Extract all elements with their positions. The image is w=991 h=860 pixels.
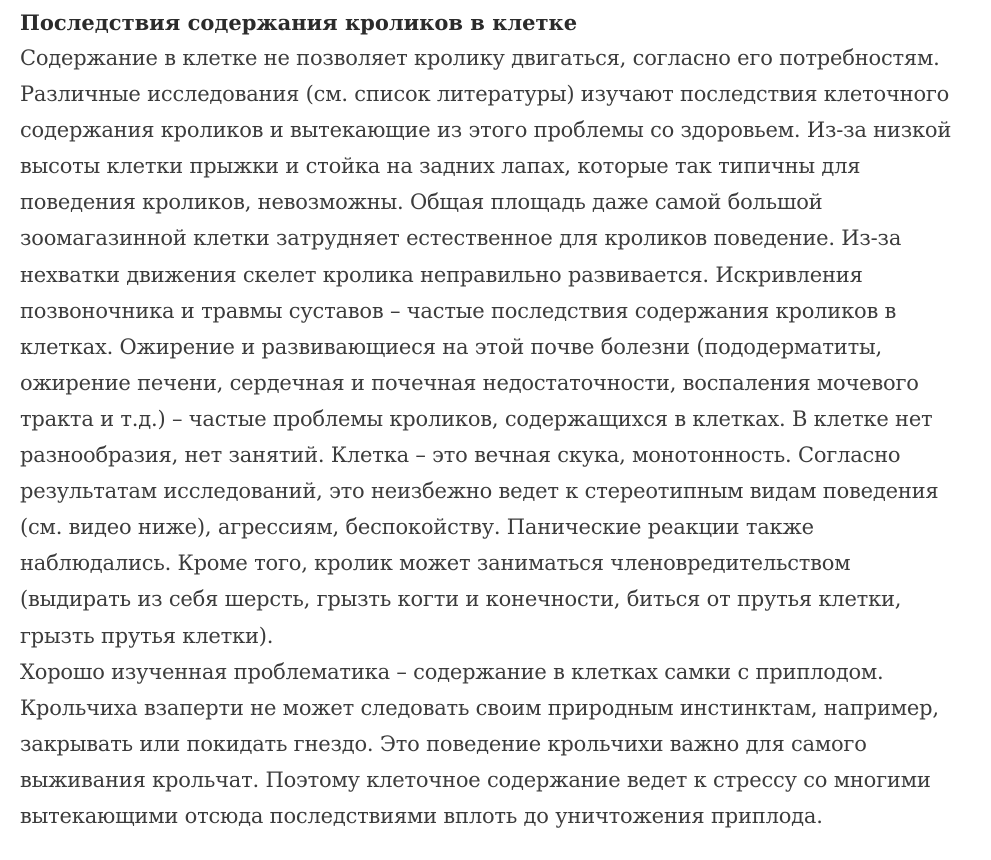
text-line: ожирение печени, сердечная и почечная недостаточности, воспаления мочевого [20, 370, 919, 395]
text-line: Различные исследования (см. список литературы) изучают последствия клеточного [20, 82, 950, 107]
article-heading: Последствия содержания кроликов в клетке [20, 10, 578, 35]
text-line: содержания кроликов и вытекающие из этого проблемы со здоровьем. Из-за низкой [20, 118, 952, 143]
text-line: Крольчиха взаперти не может следовать своим природным инстинктам, например, [20, 695, 939, 720]
text-line: разнообразия, нет занятий. Клетка – это вечная скука, монотонность. Согласно [20, 443, 901, 468]
text-line: Содержание в клетке не позволяет кролику двигаться, согласно его потребностям. [20, 46, 940, 70]
text-line: наблюдались. Кроме того, кролик может заниматься членовредительством [20, 551, 851, 576]
text-line: вытекающими отсюда последствиями вплоть до уничтожения приплода. [20, 803, 823, 828]
text-line: позвоночника и травмы суставов – частые последствия содержания кроликов в [20, 298, 897, 323]
article-body [20, 40, 981, 834]
text-line: тракта и т.д.) – частые проблемы кроликов, содержащихся в клетках. В клетке нет [20, 406, 933, 431]
text-line: клетках. Ожирение и развивающиеся на этой почве болезни (пододерматиты, [20, 334, 883, 359]
text-line: (см. видео ниже), агрессиям, беспокойству. Панические реакции также [20, 515, 814, 540]
text-line: результатам исследований, это неизбежно ведет к стереотипным видам поведения [20, 479, 939, 504]
text-line: зоомагазинной клетки затрудняет естественное для кроликов поведение. Из-за [20, 226, 902, 251]
text-line: высоты клетки прыжки и стойка на задних лапах, которые так типичны для [20, 154, 861, 179]
text-line: нехватки движения скелет кролика неправильно развивается. Искривления [20, 262, 863, 287]
text-line: грызть прутья клетки). [20, 623, 274, 648]
text-line: закрывать или покидать гнездо. Это поведение крольчихи важно для самого [20, 731, 867, 756]
text-line: выживания крольчат. Поэтому клеточное содержание ведет к стрессу со многими [20, 767, 931, 792]
text-line: Хорошо изученная проблематика – содержание в клетках самки с приплодом. [20, 659, 884, 684]
text-line: (выдирать из себя шерсть, грызть когти и конечности, биться от прутья клетки, [20, 587, 902, 612]
text-line: поведения кроликов, невозможны. Общая площадь даже самой большой [20, 190, 823, 215]
